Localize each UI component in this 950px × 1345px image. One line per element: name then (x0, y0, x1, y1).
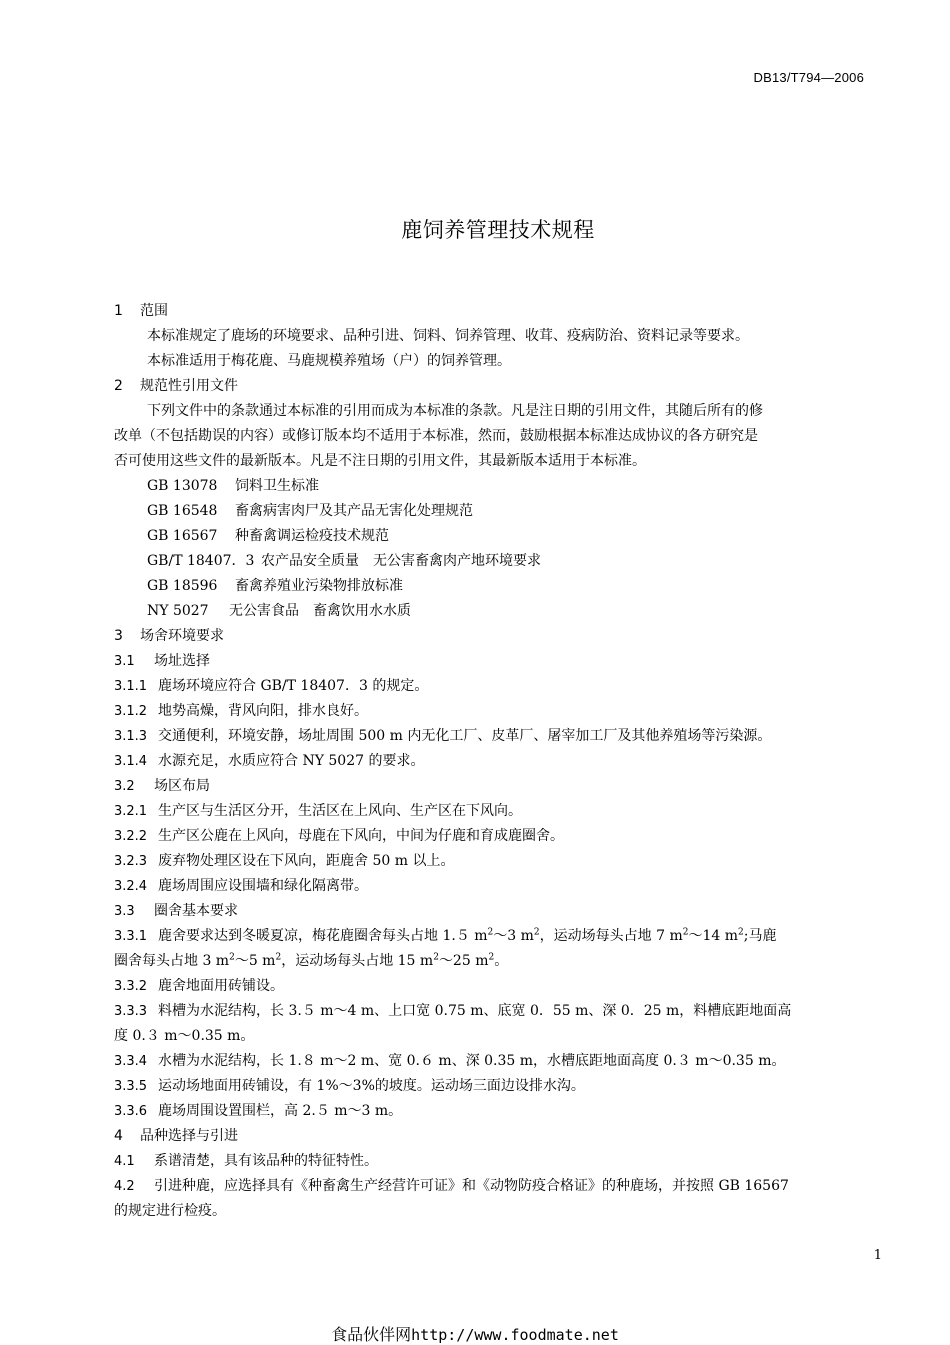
page-number: 1 (873, 1248, 882, 1263)
clause: 3.3.2 鹿舍地面用砖铺设。 (114, 978, 284, 994)
clause: 3.1.1 鹿场环境应符合 GB/T 18407．3 的规定。 (114, 678, 429, 694)
clause: 3.2.2 生产区公鹿在上风向，母鹿在下风向，中间为仔鹿和育成鹿圈舍。 (114, 828, 564, 844)
reference-item: GB 18596 畜禽养殖业污染物排放标准 (147, 578, 403, 594)
subsection-heading: 3.3 圈舍基本要求 (114, 903, 238, 919)
document-code: DB13/T794—2006 (753, 70, 864, 85)
clause: 3.1.2 地势高燥，背风向阳，排水良好。 (114, 703, 368, 719)
clause: 4.2 引进种鹿，应选择具有《种畜禽生产经营许可证》和《动物防疫合格证》的种鹿场，并按照 GB 16567 (114, 1178, 789, 1194)
subsection-heading: 3.2 场区布局 (114, 778, 210, 794)
clause: 4.1 系谱清楚，具有该品种的特征特性。 (114, 1153, 378, 1169)
footer (0, 1322, 950, 1345)
section-4-heading: 4 品种选择与引进 (114, 1128, 238, 1144)
clause: 3.3.3 料槽为水泥结构，长 3.５ m～4 m、上口宽 0.75 m、底宽 0．55 m、深 0．25 m，料槽底距地面高 (114, 1003, 792, 1019)
clause: 3.2.3 废弃物处理区设在下风向，距鹿舍 50 m 以上。 (114, 853, 455, 869)
clause-continuation: 的规定进行检疫。 (114, 1203, 226, 1219)
reference-item: GB/T 18407．3 农产品安全质量 无公害畜禽肉产地环境要求 (147, 553, 541, 569)
clause: 3.3.1 鹿舍要求达到冬暖夏凉，梅花鹿圈舍每头占地 1.５ $m^2\sim 3$ $m^2$，运动场每头占地 7 $m^2\sim 14$ $m^2$;马鹿 (114, 927, 777, 944)
clause: 3.1.4 水源充足，水质应符合 NY 5027 的要求。 (114, 753, 425, 769)
paragraph-line: 否可使用这些文件的最新版本。凡是不注日期的引用文件，其最新版本适用于本标准。 (114, 453, 646, 469)
clause: 3.1.3 交通便利，环境安静，场址周围 500 m 内无化工厂、皮革厂、屠宰加工厂及其他养殖场等污染源。 (114, 728, 772, 744)
paragraph-line: 改单（不包括勘误的内容）或修订版本均不适用于本标准，然而，鼓励根据本标准达成协议的各方研究是 (114, 428, 758, 444)
clause: 3.2.4 鹿场周围应设围墙和绿化隔离带。 (114, 878, 368, 894)
reference-item: GB 16567 种畜禽调运检疫技术规范 (147, 528, 389, 544)
clause: 3.2.1 生产区与生活区分开，生活区在上风向、生产区在下风向。 (114, 803, 522, 819)
section-3-heading: 3 场舍环境要求 (114, 628, 224, 644)
reference-item: GB 16548 畜禽病害肉尸及其产品无害化处理规范 (147, 503, 473, 519)
clause-continuation: 圈舍每头占地 3 $m^2\sim 5$ $m^2$，运动场每头占地 15 $m^2\sim 25$ $m^2$。 (114, 952, 509, 969)
section-1-heading: 1 范围 (114, 303, 168, 319)
section-2-heading: 2 规范性引用文件 (114, 378, 238, 394)
page-title: 鹿饲养管理技术规程 (401, 218, 595, 242)
footer-url[interactable]: http://www.foodmate.net (411, 1326, 619, 1344)
reference-item: GB 13078 饲料卫生标准 (147, 478, 319, 494)
paragraph-line: 下列文件中的条款通过本标准的引用而成为本标准的条款。凡是注日期的引用文件，其随后所有的修 (147, 403, 763, 419)
clause: 3.3.6 鹿场周围设置围栏，高 2.５ m～3 m。 (114, 1103, 403, 1119)
subsection-heading: 3.1 场址选择 (114, 653, 210, 669)
clause: 3.3.5 运动场地面用砖铺设，有 1%～3%的坡度。运动场三面边设排水沟。 (114, 1078, 585, 1094)
footer-site-name: 食品伙伴网 (331, 1325, 412, 1344)
paragraph: 本标准适用于梅花鹿、马鹿规模养殖场（户）的饲养管理。 (147, 353, 511, 369)
clause: 3.3.4 水槽为水泥结构，长 1.８ m～2 m、宽 0.６ m、深 0.35 m，水槽底距地面高度 0.３ m～0.35 m。 (114, 1053, 786, 1069)
clause-continuation: 度 0.３ m～0.35 m。 (114, 1028, 255, 1044)
paragraph: 本标准规定了鹿场的环境要求、品种引进、饲料、饲养管理、收茸、疫病防治、资料记录等要求。 (147, 328, 749, 344)
reference-item: NY 5027 无公害食品 畜禽饮用水水质 (147, 603, 411, 619)
